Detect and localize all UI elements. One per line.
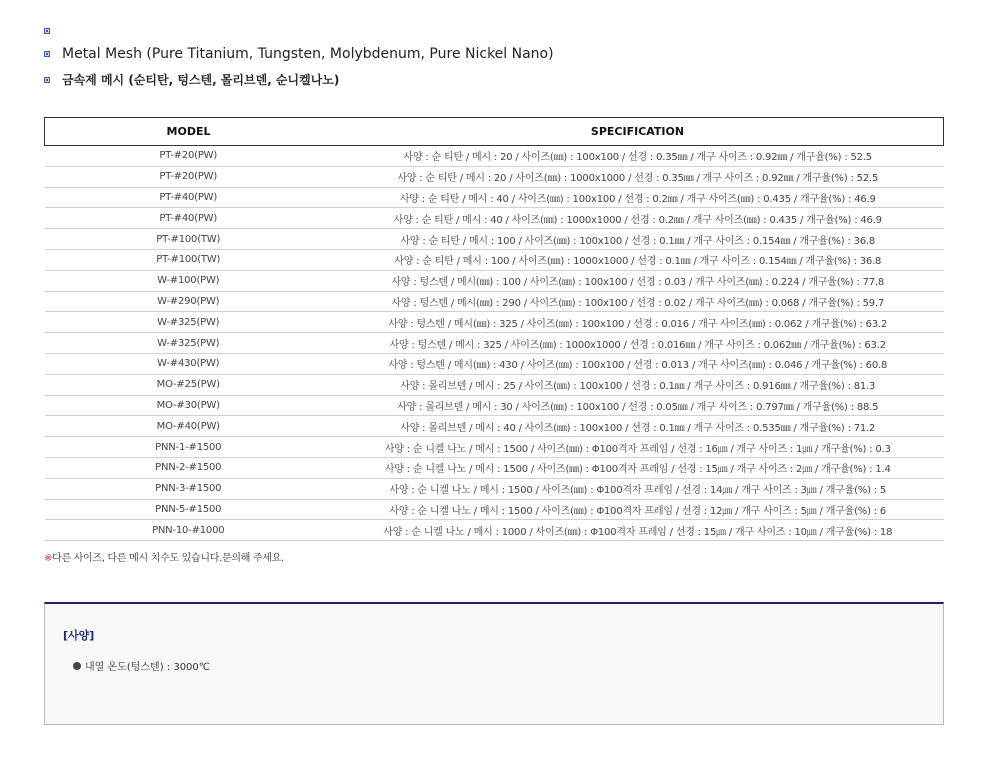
model-cell: W-#430(PW) — [45, 353, 333, 374]
table-row — [45, 499, 944, 520]
spec-box-title: [사양] — [63, 629, 95, 642]
model-cell: W-#100(PW) — [45, 270, 333, 291]
model-cell: PT-#40(PW) — [45, 187, 333, 208]
model-cell: W-#325(PW) — [45, 312, 333, 333]
model-cell: PT-#20(PW) — [45, 146, 333, 167]
model-cell: MO-#40(PW) — [45, 416, 333, 437]
square-bullet-icon — [44, 51, 50, 57]
table-row — [45, 457, 944, 478]
table-row — [45, 166, 944, 187]
spec-cell: 사양 : 텅스텐 / 메시(㎜) : 430 / 사이즈(㎜) : 100x100 / 선경 : 0.013 / 개구 사이즈(㎜) : 0.046 / 개구율(%) : 60.8 — [332, 353, 944, 374]
bullet-dot-icon — [73, 662, 81, 670]
square-bullet-icon — [44, 77, 50, 83]
table-row — [45, 333, 944, 354]
table-body — [45, 146, 944, 541]
spec-cell: 사양 : 순 니켈 나노 / 메시 : 1500 / 사이즈(㎜) : Φ100격자 프레임 / 선경 : 16㎛ / 개구 사이즈 : 1㎛ / 개구율(%) : 0.3 — [332, 437, 944, 458]
table-row — [45, 520, 944, 541]
spec-cell: 사양 : 몰리브덴 / 메시 : 40 / 사이즈(㎜) : 100x100 / 선경 : 0.1㎜ / 개구 사이즈 : 0.535㎜ / 개구율(%) : 71.2 — [332, 416, 944, 437]
model-cell: W-#290(PW) — [45, 291, 333, 312]
spec-cell: 사양 : 텅스텐 / 메시(㎜) : 290 / 사이즈(㎜) : 100x100 / 선경 : 0.02 / 개구 사이즈(㎜) : 0.068 / 개구율(%) : 59.7 — [332, 291, 944, 312]
table-row — [45, 187, 944, 208]
model-cell: PT-#40(PW) — [45, 208, 333, 229]
table-row — [45, 437, 944, 458]
model-cell: PT-#20(PW) — [45, 166, 333, 187]
spec-cell: 사양 : 몰리브덴 / 메시 : 30 / 사이즈(㎜) : 100x100 / 선경 : 0.05㎜ / 개구 사이즈 : 0.797㎜ / 개구율(%) : 88.5 — [332, 395, 944, 416]
page-title-ko: 금속제 메시 (순티탄, 텅스텐, 몰리브덴, 순니켈나노) — [62, 73, 340, 87]
spec-cell: 사양 : 순 니켈 나노 / 메시 : 1500 / 사이즈(㎜) : Φ100격자 프레임 / 선경 : 15㎛ / 개구 사이즈 : 2㎛ / 개구율(%) : 1.4 — [332, 457, 944, 478]
spec-cell: 사양 : 텅스텐 / 메시(㎜) : 325 / 사이즈(㎜) : 100x100 / 선경 : 0.016 / 개구 사이즈(㎜) : 0.062 / 개구율(%) : 63.2 — [332, 312, 944, 333]
model-cell: PT-#100(TW) — [45, 229, 333, 250]
top-bullet — [44, 28, 50, 34]
model-cell: MO-#25(PW) — [45, 374, 333, 395]
model-cell: PNN-1-#1500 — [45, 437, 333, 458]
table-row — [45, 395, 944, 416]
spec-box — [44, 602, 944, 725]
spec-item — [73, 658, 210, 673]
table-row — [45, 312, 944, 333]
note-text: 다른 사이즈, 다른 메시 치수도 있습니다.문의해 주세요. — [52, 553, 284, 564]
spec-cell: 사양 : 텅스텐 / 메시 : 325 / 사이즈(㎜) : 1000x1000 / 선경 : 0.016㎜ / 개구 사이즈 : 0.062㎜ / 개구율(%) : 63.2 — [332, 333, 944, 354]
table-row — [45, 229, 944, 250]
model-cell: MO-#30(PW) — [45, 395, 333, 416]
square-bullet-icon — [44, 28, 50, 34]
table-row — [45, 353, 944, 374]
spec-cell: 사양 : 순 티탄 / 메시 : 100 / 사이즈(㎜) : 100x100 / 선경 : 0.1㎜ / 개구 사이즈 : 0.154㎜ / 개구율(%) : 36.8 — [332, 229, 944, 250]
spec-cell: 사양 : 순 니켈 나노 / 메시 : 1000 / 사이즈(㎜) : Φ100격자 프레임 / 선경 : 15㎛ / 개구 사이즈 : 10㎛ / 개구율(%) : 18 — [332, 520, 944, 541]
spec-cell: 사양 : 순 티탄 / 메시 : 100 / 사이즈(㎜) : 1000x1000 / 선경 : 0.1㎜ / 개구 사이즈 : 0.154㎜ / 개구율(%) : 36.8 — [332, 249, 944, 270]
table-row — [45, 270, 944, 291]
table-row — [45, 478, 944, 499]
spec-cell: 사양 : 순 니켈 나노 / 메시 : 1500 / 사이즈(㎜) : Φ100격자 프레임 / 선경 : 14㎛ / 개구 사이즈 : 3㎛ / 개구율(%) : 5 — [332, 478, 944, 499]
spec-item-text: 내열 온도(텅스텐) : 3000℃ — [85, 662, 211, 673]
table-row — [45, 291, 944, 312]
model-cell: PNN-3-#1500 — [45, 478, 333, 499]
note-mark: ※ — [44, 553, 53, 564]
spec-cell: 사양 : 순 티탄 / 메시 : 40 / 사이즈(㎜) : 1000x1000 / 선경 : 0.2㎜ / 개구 사이즈(㎜) : 0.435 / 개구율(%) : 46.9 — [332, 208, 944, 229]
spec-table — [44, 117, 944, 541]
spec-cell: 사양 : 순 티탄 / 메시 : 20 / 사이즈(㎜) : 100x100 / 선경 : 0.35㎜ / 개구 사이즈 : 0.92㎜ / 개구율(%) : 52.5 — [332, 146, 944, 167]
model-cell: PNN-5-#1500 — [45, 499, 333, 520]
spec-cell: 사양 : 순 티탄 / 메시 : 20 / 사이즈(㎜) : 1000x1000 / 선경 : 0.35㎜ / 개구 사이즈 : 0.92㎜ / 개구율(%) : 52.5 — [332, 166, 944, 187]
note — [44, 549, 284, 564]
title-ko-line — [44, 71, 339, 88]
column-header-model: MODEL — [45, 118, 333, 146]
model-cell: PNN-2-#1500 — [45, 457, 333, 478]
table-row — [45, 416, 944, 437]
table-row — [45, 249, 944, 270]
spec-cell: 사양 : 몰리브덴 / 메시 : 25 / 사이즈(㎜) : 100x100 / 선경 : 0.1㎜ / 개구 사이즈 : 0.916㎜ / 개구율(%) : 81.3 — [332, 374, 944, 395]
table-row — [45, 208, 944, 229]
table-row — [45, 374, 944, 395]
spec-cell: 사양 : 텅스텐 / 메시(㎜) : 100 / 사이즈(㎜) : 100x100 / 선경 : 0.03 / 개구 사이즈(㎜) : 0.224 / 개구율(%) : 77.8 — [332, 270, 944, 291]
table-row — [45, 146, 944, 167]
model-cell: PT-#100(TW) — [45, 249, 333, 270]
model-cell: W-#325(PW) — [45, 333, 333, 354]
table-header-row — [45, 118, 944, 146]
spec-cell: 사양 : 순 티탄 / 메시 : 40 / 사이즈(㎜) : 100x100 / 선경 : 0.2㎜ / 개구 사이즈(㎜) : 0.435 / 개구율(%) : 46.9 — [332, 187, 944, 208]
page-title-en: Metal Mesh (Pure Titanium, Tungsten, Molybdenum, Pure Nickel Nano) — [62, 46, 554, 62]
model-cell: PNN-10-#1000 — [45, 520, 333, 541]
title-en-line — [44, 46, 554, 62]
spec-cell: 사양 : 순 니켈 나노 / 메시 : 1500 / 사이즈(㎜) : Φ100격자 프레임 / 선경 : 12㎛ / 개구 사이즈 : 5㎛ / 개구율(%) : 6 — [332, 499, 944, 520]
column-header-specification: SPECIFICATION — [332, 118, 944, 146]
